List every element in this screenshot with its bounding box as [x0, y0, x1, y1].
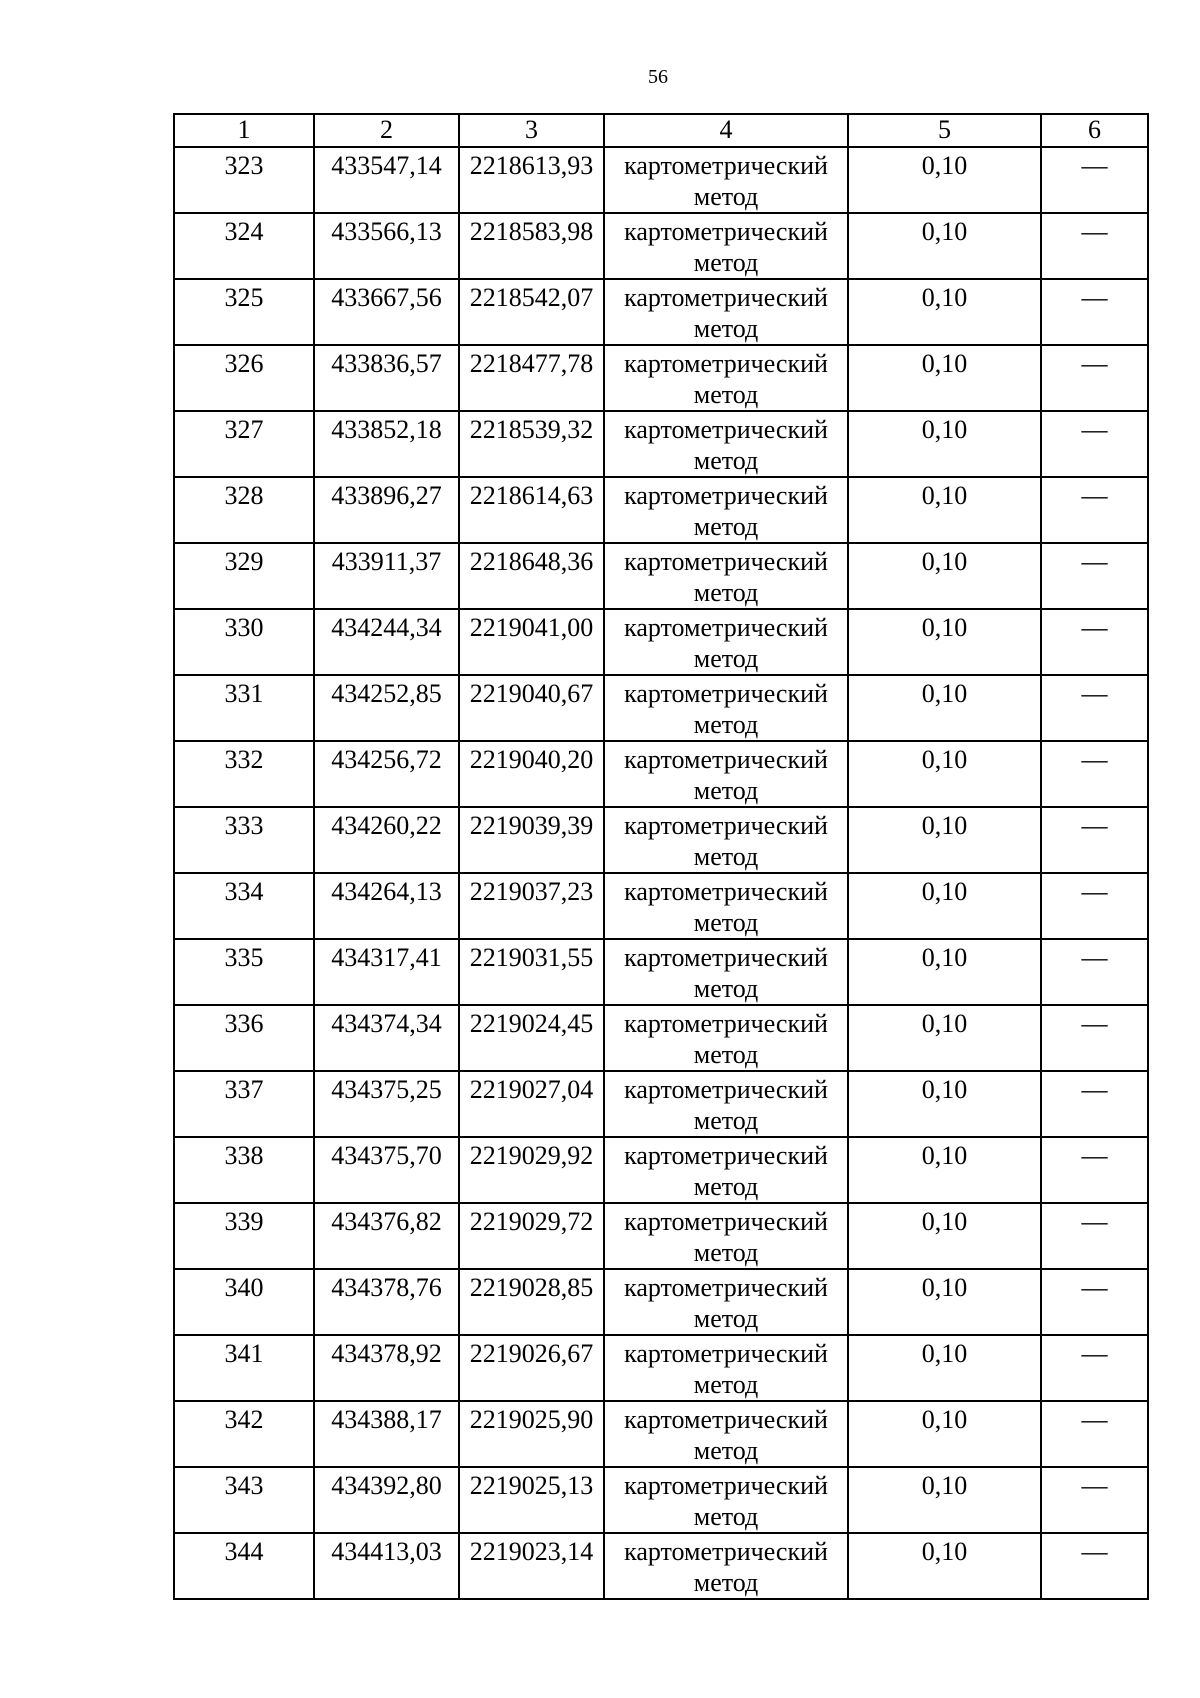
accuracy-cell: 0,10 [848, 477, 1041, 543]
method-cell [604, 477, 848, 543]
x-coordinate-cell: 433547,14 [314, 147, 459, 213]
point-number-cell: 328 [174, 477, 314, 543]
description-cell: — [1041, 279, 1148, 345]
description-cell: — [1041, 939, 1148, 1005]
table-header [174, 114, 1148, 147]
method-line-2: метод [693, 248, 759, 277]
description-cell: — [1041, 609, 1148, 675]
method-line-1: картометрический [624, 415, 828, 444]
y-coordinate-cell: 2219025,90 [459, 1401, 604, 1467]
description-cell: — [1041, 411, 1148, 477]
method-cell [604, 1401, 848, 1467]
description-cell: — [1041, 873, 1148, 939]
table-row [174, 411, 1148, 477]
method-line-2: метод [693, 578, 759, 607]
method-line-2: метод [693, 1172, 759, 1201]
table-row [174, 543, 1148, 609]
x-coordinate-cell: 434264,13 [314, 873, 459, 939]
method-cell [604, 873, 848, 939]
table-row [174, 807, 1148, 873]
x-coordinate-cell: 434256,72 [314, 741, 459, 807]
description-cell: — [1041, 1137, 1148, 1203]
accuracy-cell: 0,10 [848, 213, 1041, 279]
method-line-2: метод [693, 1568, 759, 1597]
table-row [174, 1269, 1148, 1335]
description-cell: — [1041, 1401, 1148, 1467]
description-cell: — [1041, 741, 1148, 807]
y-coordinate-cell: 2219024,45 [459, 1005, 604, 1071]
y-coordinate-cell: 2218539,32 [459, 411, 604, 477]
method-line-1: картометрический [624, 613, 828, 642]
method-line-1: картометрический [624, 1273, 828, 1302]
header-col-4: 4 [604, 114, 848, 147]
accuracy-cell: 0,10 [848, 1467, 1041, 1533]
method-line-2: метод [693, 1106, 759, 1135]
method-line-2: метод [693, 380, 759, 409]
accuracy-cell: 0,10 [848, 807, 1041, 873]
header-col-1: 1 [174, 114, 314, 147]
y-coordinate-cell: 2219039,39 [459, 807, 604, 873]
x-coordinate-cell: 434378,92 [314, 1335, 459, 1401]
method-line-2: метод [693, 1502, 759, 1531]
method-cell [604, 675, 848, 741]
method-line-1: картометрический [624, 481, 828, 510]
description-cell: — [1041, 147, 1148, 213]
description-cell: — [1041, 1269, 1148, 1335]
method-line-1: картометрический [624, 1537, 828, 1566]
table-row [174, 477, 1148, 543]
point-number-cell: 332 [174, 741, 314, 807]
y-coordinate-cell: 2218583,98 [459, 213, 604, 279]
description-cell: — [1041, 1467, 1148, 1533]
method-line-2: метод [693, 314, 759, 343]
table-row [174, 939, 1148, 1005]
method-line-2: метод [693, 1238, 759, 1267]
point-number-cell: 336 [174, 1005, 314, 1071]
method-cell [604, 543, 848, 609]
accuracy-cell: 0,10 [848, 939, 1041, 1005]
method-cell [604, 1533, 848, 1599]
header-col-2: 2 [314, 114, 459, 147]
table-row [174, 1203, 1148, 1269]
header-col-6: 6 [1041, 114, 1148, 147]
method-line-2: метод [693, 446, 759, 475]
y-coordinate-cell: 2219041,00 [459, 609, 604, 675]
method-line-1: картометрический [624, 1471, 828, 1500]
accuracy-cell: 0,10 [848, 1401, 1041, 1467]
x-coordinate-cell: 434244,34 [314, 609, 459, 675]
description-cell: — [1041, 345, 1148, 411]
point-number-cell: 342 [174, 1401, 314, 1467]
method-line-1: картометрический [624, 217, 828, 246]
accuracy-cell: 0,10 [848, 345, 1041, 411]
method-cell [604, 147, 848, 213]
description-cell: — [1041, 1203, 1148, 1269]
method-line-2: метод [693, 1304, 759, 1333]
method-line-2: метод [693, 710, 759, 739]
method-cell [604, 1467, 848, 1533]
method-cell [604, 1203, 848, 1269]
method-cell [604, 345, 848, 411]
y-coordinate-cell: 2219040,67 [459, 675, 604, 741]
accuracy-cell: 0,10 [848, 873, 1041, 939]
x-coordinate-cell: 433566,13 [314, 213, 459, 279]
method-cell [604, 1269, 848, 1335]
y-coordinate-cell: 2219025,13 [459, 1467, 604, 1533]
x-coordinate-cell: 433911,37 [314, 543, 459, 609]
point-number-cell: 338 [174, 1137, 314, 1203]
x-coordinate-cell: 434374,34 [314, 1005, 459, 1071]
method-cell [604, 609, 848, 675]
method-line-2: метод [693, 182, 759, 211]
table-row [174, 1005, 1148, 1071]
method-line-1: картометрический [624, 1207, 828, 1236]
y-coordinate-cell: 2218614,63 [459, 477, 604, 543]
page-number: 56 [648, 66, 668, 88]
description-cell: — [1041, 543, 1148, 609]
method-line-2: метод [693, 908, 759, 937]
point-number-cell: 329 [174, 543, 314, 609]
description-cell: — [1041, 1533, 1148, 1599]
point-number-cell: 341 [174, 1335, 314, 1401]
y-coordinate-cell: 2219040,20 [459, 741, 604, 807]
method-cell [604, 213, 848, 279]
table-row [174, 873, 1148, 939]
method-cell [604, 939, 848, 1005]
method-line-1: картометрический [624, 1405, 828, 1434]
table-row [174, 675, 1148, 741]
description-cell: — [1041, 213, 1148, 279]
method-cell [604, 411, 848, 477]
table-row [174, 1137, 1148, 1203]
point-number-cell: 340 [174, 1269, 314, 1335]
method-line-2: метод [693, 776, 759, 805]
x-coordinate-cell: 434260,22 [314, 807, 459, 873]
y-coordinate-cell: 2218648,36 [459, 543, 604, 609]
accuracy-cell: 0,10 [848, 1269, 1041, 1335]
method-line-1: картометрический [624, 1009, 828, 1038]
method-line-2: метод [693, 512, 759, 541]
y-coordinate-cell: 2218542,07 [459, 279, 604, 345]
table-row [174, 741, 1148, 807]
method-cell [604, 279, 848, 345]
x-coordinate-cell: 433836,57 [314, 345, 459, 411]
accuracy-cell: 0,10 [848, 147, 1041, 213]
method-cell [604, 807, 848, 873]
y-coordinate-cell: 2218477,78 [459, 345, 604, 411]
accuracy-cell: 0,10 [848, 1203, 1041, 1269]
x-coordinate-cell: 433896,27 [314, 477, 459, 543]
method-cell [604, 741, 848, 807]
point-number-cell: 325 [174, 279, 314, 345]
accuracy-cell: 0,10 [848, 1137, 1041, 1203]
point-number-cell: 339 [174, 1203, 314, 1269]
method-line-1: картометрический [624, 1339, 828, 1368]
y-coordinate-cell: 2219029,92 [459, 1137, 604, 1203]
table-row [174, 147, 1148, 213]
point-number-cell: 323 [174, 147, 314, 213]
method-cell [604, 1005, 848, 1071]
y-coordinate-cell: 2219023,14 [459, 1533, 604, 1599]
table-row [174, 279, 1148, 345]
x-coordinate-cell: 434392,80 [314, 1467, 459, 1533]
y-coordinate-cell: 2218613,93 [459, 147, 604, 213]
y-coordinate-cell: 2219026,67 [459, 1335, 604, 1401]
header-col-5: 5 [848, 114, 1041, 147]
coordinates-table [173, 113, 1149, 1600]
x-coordinate-cell: 434376,82 [314, 1203, 459, 1269]
x-coordinate-cell: 434378,76 [314, 1269, 459, 1335]
method-line-1: картометрический [624, 1141, 828, 1170]
description-cell: — [1041, 1005, 1148, 1071]
description-cell: — [1041, 675, 1148, 741]
point-number-cell: 327 [174, 411, 314, 477]
table-row [174, 1335, 1148, 1401]
accuracy-cell: 0,10 [848, 741, 1041, 807]
y-coordinate-cell: 2219027,04 [459, 1071, 604, 1137]
y-coordinate-cell: 2219031,55 [459, 939, 604, 1005]
point-number-cell: 333 [174, 807, 314, 873]
accuracy-cell: 0,10 [848, 1533, 1041, 1599]
method-line-1: картометрический [624, 679, 828, 708]
accuracy-cell: 0,10 [848, 1005, 1041, 1071]
table-row [174, 1467, 1148, 1533]
description-cell: — [1041, 807, 1148, 873]
accuracy-cell: 0,10 [848, 1335, 1041, 1401]
method-line-2: метод [693, 974, 759, 1003]
table-row [174, 213, 1148, 279]
method-line-1: картометрический [624, 349, 828, 378]
x-coordinate-cell: 434413,03 [314, 1533, 459, 1599]
point-number-cell: 343 [174, 1467, 314, 1533]
method-line-2: метод [693, 842, 759, 871]
method-line-1: картометрический [624, 811, 828, 840]
point-number-cell: 330 [174, 609, 314, 675]
x-coordinate-cell: 434252,85 [314, 675, 459, 741]
table-row [174, 1533, 1148, 1599]
y-coordinate-cell: 2219028,85 [459, 1269, 604, 1335]
accuracy-cell: 0,10 [848, 279, 1041, 345]
point-number-cell: 335 [174, 939, 314, 1005]
accuracy-cell: 0,10 [848, 1071, 1041, 1137]
table-row [174, 1401, 1148, 1467]
method-line-1: картометрический [624, 1075, 828, 1104]
method-line-1: картометрический [624, 943, 828, 972]
method-cell [604, 1137, 848, 1203]
x-coordinate-cell: 434375,25 [314, 1071, 459, 1137]
y-coordinate-cell: 2219029,72 [459, 1203, 604, 1269]
header-col-3: 3 [459, 114, 604, 147]
header-row [174, 114, 1148, 147]
method-line-1: картометрический [624, 745, 828, 774]
description-cell: — [1041, 1335, 1148, 1401]
x-coordinate-cell: 434317,41 [314, 939, 459, 1005]
description-cell: — [1041, 477, 1148, 543]
description-cell: — [1041, 1071, 1148, 1137]
table-row [174, 345, 1148, 411]
x-coordinate-cell: 434375,70 [314, 1137, 459, 1203]
method-cell [604, 1071, 848, 1137]
point-number-cell: 334 [174, 873, 314, 939]
accuracy-cell: 0,10 [848, 675, 1041, 741]
x-coordinate-cell: 434388,17 [314, 1401, 459, 1467]
x-coordinate-cell: 433852,18 [314, 411, 459, 477]
method-line-1: картометрический [624, 877, 828, 906]
point-number-cell: 331 [174, 675, 314, 741]
method-line-1: картометрический [624, 283, 828, 312]
method-line-2: метод [693, 1040, 759, 1069]
method-line-2: метод [693, 1370, 759, 1399]
point-number-cell: 326 [174, 345, 314, 411]
method-line-2: метод [693, 1436, 759, 1465]
method-line-1: картометрический [624, 151, 828, 180]
point-number-cell: 324 [174, 213, 314, 279]
point-number-cell: 344 [174, 1533, 314, 1599]
point-number-cell: 337 [174, 1071, 314, 1137]
y-coordinate-cell: 2219037,23 [459, 873, 604, 939]
table-row [174, 609, 1148, 675]
x-coordinate-cell: 433667,56 [314, 279, 459, 345]
method-line-2: метод [693, 644, 759, 673]
accuracy-cell: 0,10 [848, 609, 1041, 675]
table-body [174, 147, 1148, 1599]
accuracy-cell: 0,10 [848, 411, 1041, 477]
table-row [174, 1071, 1148, 1137]
method-cell [604, 1335, 848, 1401]
method-line-1: картометрический [624, 547, 828, 576]
accuracy-cell: 0,10 [848, 543, 1041, 609]
